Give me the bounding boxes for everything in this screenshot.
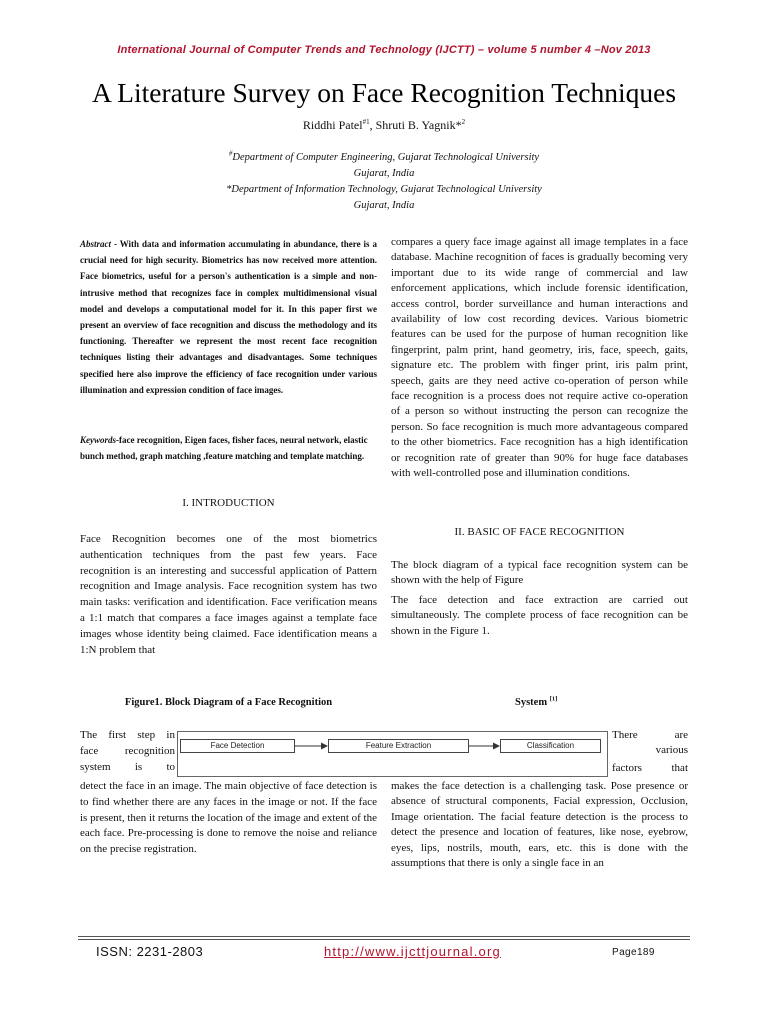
- author-2: Shruti B. Yagnik*: [375, 118, 462, 132]
- author-1: Riddhi Patel: [302, 118, 363, 132]
- abstract: [80, 236, 377, 398]
- word: recognition: [124, 744, 175, 757]
- journal-url-link[interactable]: http://www.ijcttjournal.org: [324, 944, 501, 959]
- journal-header: International Journal of Computer Trends and Technology (IJCTT) – volume 5 number 4 –Nov 2013: [117, 44, 651, 56]
- diagram-frame: [177, 731, 608, 777]
- keywords-text: -face recognition, Eigen faces, fisher faces, neural network, elastic bunch method, graph matching ,feature matching and template matching.: [80, 435, 368, 461]
- keywords: [80, 432, 377, 464]
- left-wrap-line-2: [80, 744, 175, 760]
- abstract-label: Abstract: [80, 239, 112, 249]
- word: face: [80, 744, 99, 757]
- intro-paragraph: Face Recognition becomes one of the most biometrics authentication techniques from the past few years. Face recognition is an interesting and successful application of Pattern recognition and Image analysis. Face recognition system has two main tasks: verification and identification. Face verification means a 1:1 match that compares a face images against a template face images whose identity being claimed. Face identification means a 1:N problem that: [80, 533, 377, 656]
- word: system: [80, 760, 111, 773]
- left-wrap-line-3: [80, 760, 175, 776]
- figure-caption-left: Figure1. Block Diagram of a Face Recognition: [124, 697, 333, 708]
- basic-paragraph-1: The block diagram of a typical face recognition system can be shown with the help of Figure: [391, 559, 688, 587]
- issn-label: ISSN: 2231-2803: [96, 944, 204, 959]
- word: is: [134, 760, 143, 773]
- face-detection-box: Face Detection: [180, 739, 295, 753]
- face-detection-paragraph: detect the face in an image. The main objective of face detection is to find whether there are any faces in the image or not. If the face is present, then it returns the location of the image and extent of the each face. Pre-processing is done to remove the noise and reliance on the precise registration.: [80, 780, 377, 856]
- affiliation-1-location: Gujarat, India: [353, 168, 415, 179]
- affiliation-1-sup: #: [228, 149, 233, 158]
- feature-extraction-box: Feature Extraction: [328, 739, 469, 753]
- basic-heading: II. BASIC OF FACE RECOGNITION: [454, 526, 625, 538]
- left-wrap-line-1: [80, 728, 175, 744]
- figure-caption-ref: [1]: [549, 695, 558, 703]
- abstract-text: - With data and information accumulating in abundance, there is a crucial need for high security. Biometrics has now received more attention. Face biometrics, useful for a person's authentication is a simple and non-intrusive method that recognizes face in complex multidimensional visual model and develops a computational model for it. In this paper first we present an overview of face recognition and discuss the methodology and its functioning. Thereafter we represent the most recent face recognition techniques listing their advantages and disadvantages. Some techniques specified here also improve the efficiency of face recognition under various illumination and expression condition of face images.: [80, 239, 377, 395]
- affiliation-1: [0, 149, 768, 163]
- paper-title: A Literature Survey on Face Recognition Techniques: [91, 77, 677, 108]
- classification-box: Classification: [500, 739, 601, 753]
- right-wrap-line-1: [612, 728, 688, 743]
- word: first: [108, 729, 127, 741]
- word: The: [80, 729, 98, 741]
- footer-rule-top: [78, 936, 690, 937]
- affiliation-1-text: Department of Computer Engineering, Gujarat Technological University: [232, 152, 540, 163]
- right-wrap-lines: [612, 728, 688, 776]
- right-wrap-line-3: [612, 761, 688, 776]
- right-column-paragraph: compares a query face image against all image templates in a face database. Machine recognition of faces is gradually becoming very important due to its wide range of commercial and law enforcement applications, which include forensic identification, access control, border surveillance and human interactions and availability of low cost recording devices. Various biometric features can be used for the purpose of human recognition like fingerprint, palm print, hand geometry, iris, face, speech, gaits, signature etc. The problem with finger print, iris palm print, speech, gaits are they need active co-operation of person while face recognition is a process does not require active co-operation of a person so without instructing the person can recognize the person. So face recognition is much more advantageous compared to the other biometrics. Face recognition has a high identification or recognition rate of greater than 90% for huge face databases with well-controlled pose and illumination conditions.: [391, 236, 688, 480]
- figure-caption-system: System: [515, 697, 548, 708]
- basic-paragraph-2: The face detection and face extraction are carried out simultaneously. The complete process of face recognition can be shown in the Figure 1.: [391, 594, 688, 637]
- affiliation-2: *Department of Information Technology, Gujarat Technological University: [226, 184, 542, 195]
- author-line: [0, 118, 768, 133]
- word: in: [166, 729, 175, 741]
- author-separator: ,: [369, 118, 376, 132]
- figure-caption-right: [515, 697, 557, 708]
- block-diagram: [177, 731, 608, 777]
- author-1-sup: #1: [362, 118, 370, 126]
- word: various: [655, 744, 688, 757]
- word: to: [166, 760, 175, 773]
- word: There: [612, 729, 638, 741]
- challenges-paragraph: makes the face detection is a challenging task. Pose presence or absence of structural components, Facial expression, Occlusion, Image orientation. The facial feature detection is the process to detect the presence and location of features, like nose, eyebrow, eyes, lips, nostrils, mouth, ears, etc. this is done with the assumptions that there is only a single face in an: [391, 780, 688, 870]
- keywords-label: Keywords: [80, 435, 116, 445]
- intro-heading: I. INTRODUCTION: [182, 497, 275, 509]
- footer-rule-bottom: [78, 939, 690, 940]
- right-wrap-line-2: [612, 743, 688, 758]
- affiliation-2-location: Gujarat, India: [353, 200, 415, 211]
- left-wrap-lines: [80, 728, 175, 775]
- page-number: Page189: [612, 947, 655, 958]
- word: factors: [612, 761, 642, 774]
- word: are: [674, 729, 688, 741]
- word: step: [137, 729, 156, 741]
- word: that: [671, 761, 688, 774]
- author-2-sup: 2: [461, 118, 466, 126]
